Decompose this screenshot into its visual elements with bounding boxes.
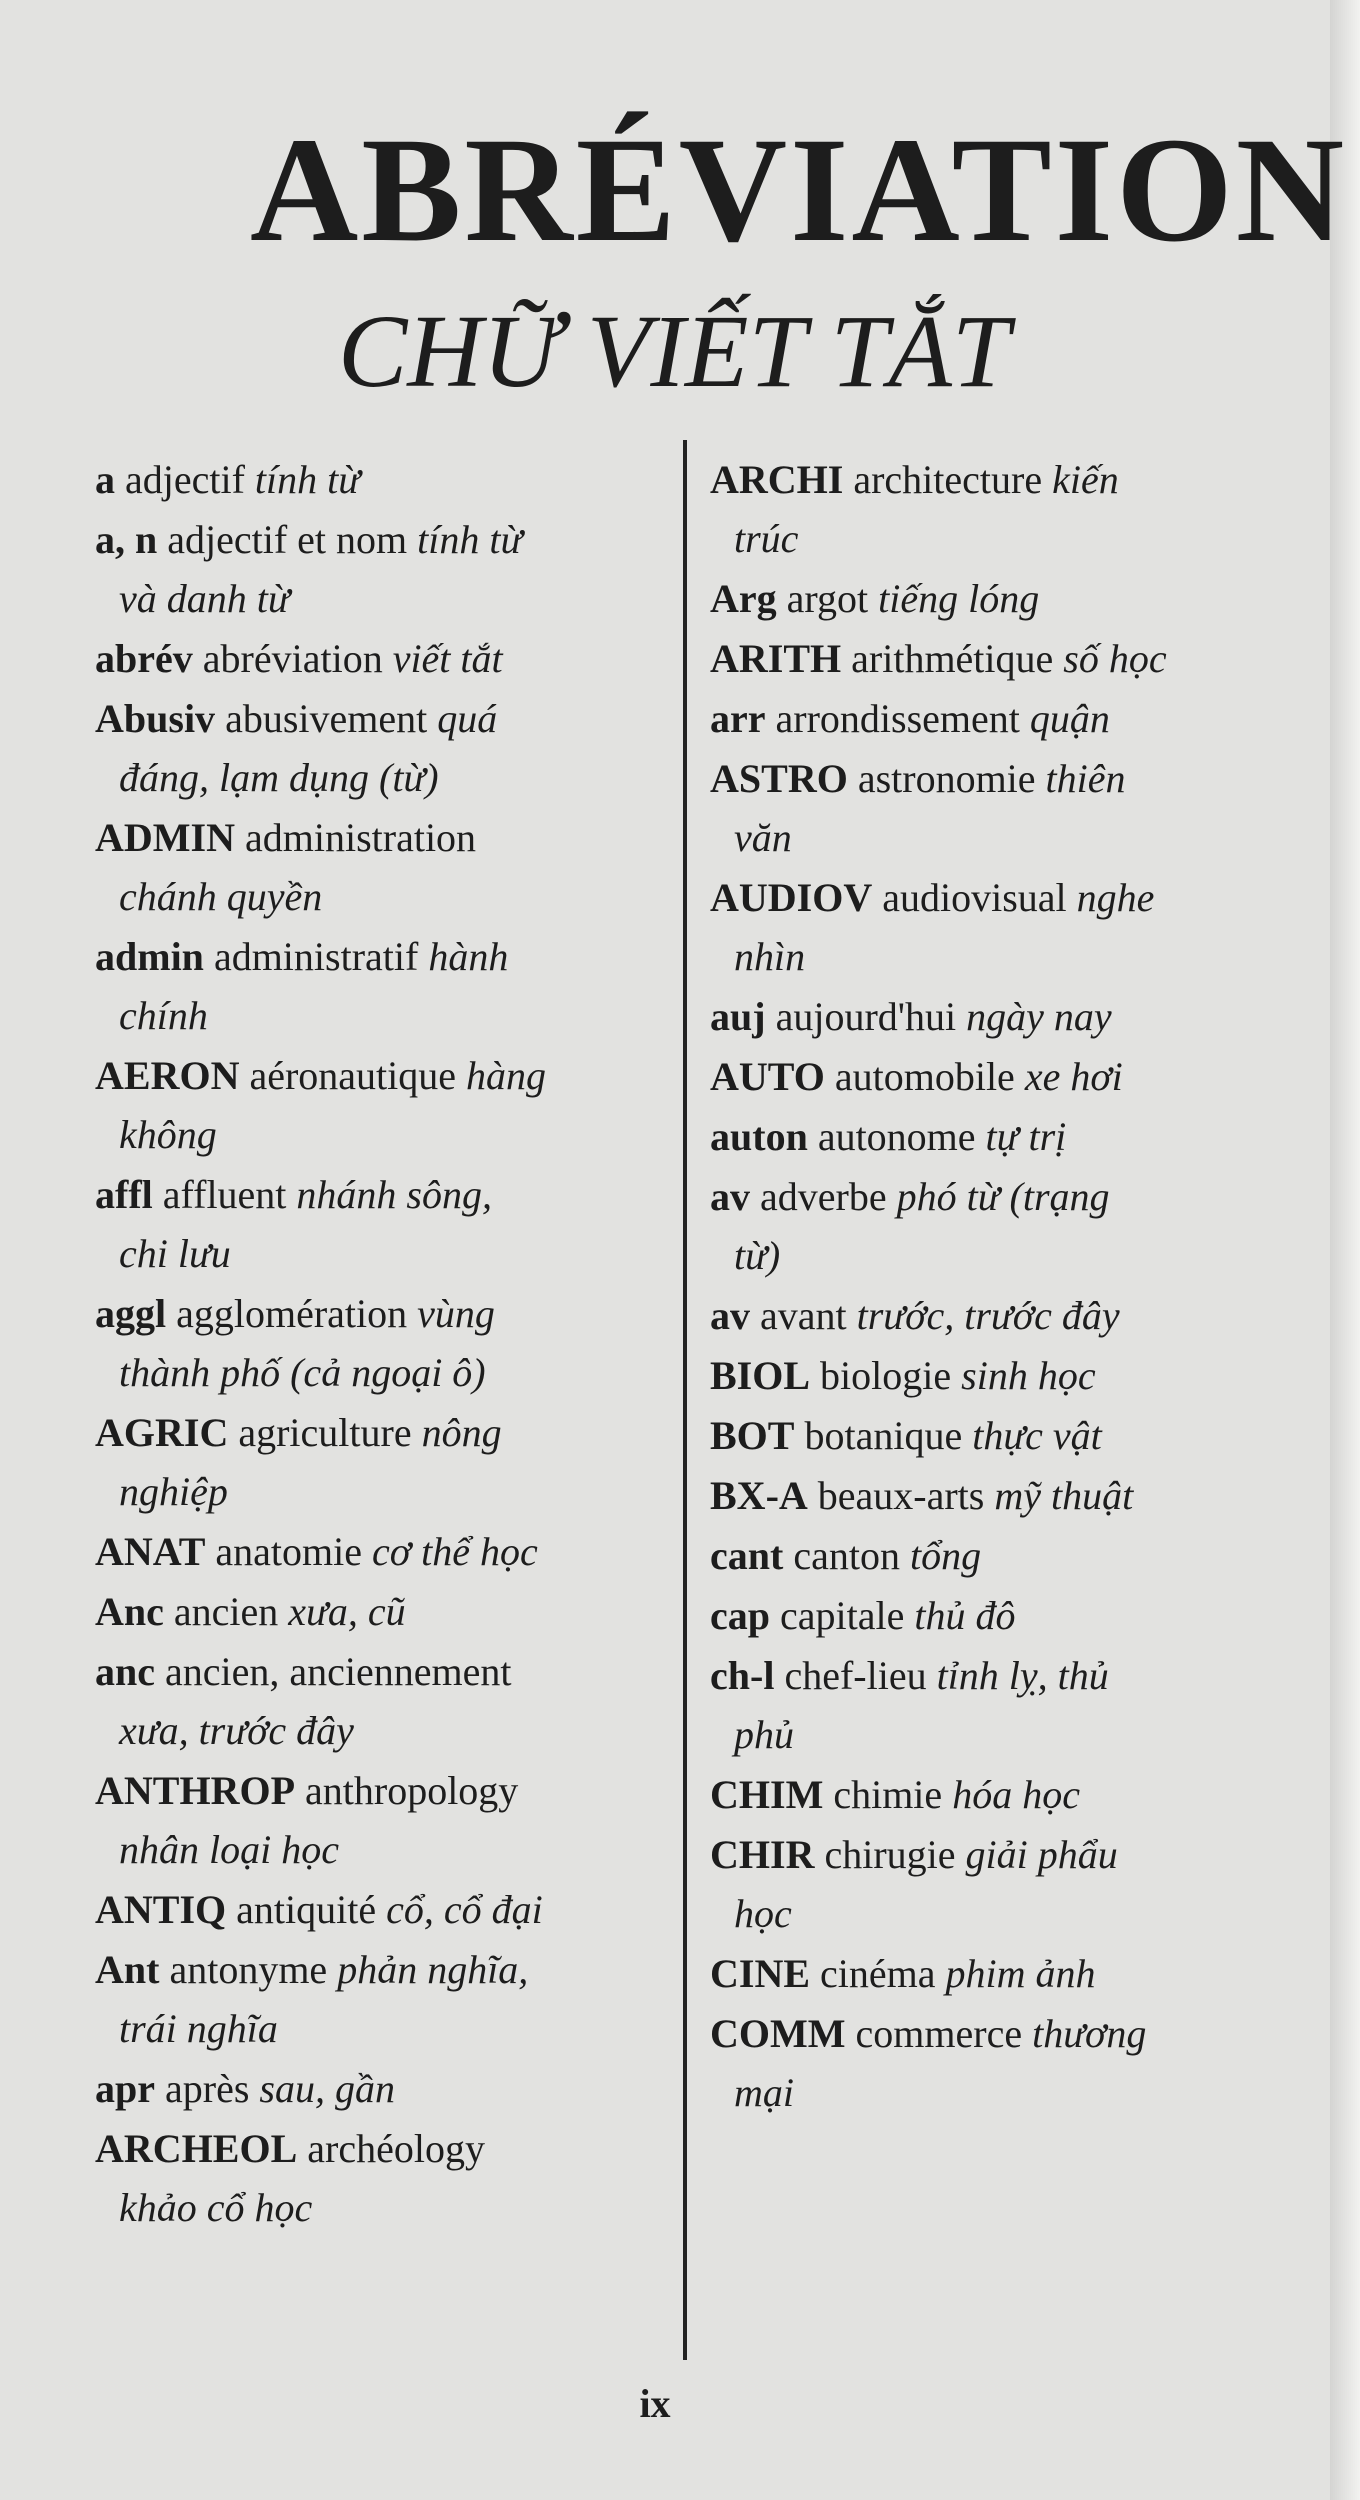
abbreviation: cap xyxy=(710,1593,770,1638)
full-word: arrondissement xyxy=(775,696,1020,741)
abbreviation: ASTRO xyxy=(710,756,848,801)
definition-continuation: nghiệp xyxy=(119,1469,228,1514)
full-word: administration xyxy=(244,815,477,860)
definition: số học xyxy=(1063,636,1167,681)
full-word: antiquité xyxy=(236,1887,377,1932)
abbreviation-entry xyxy=(710,987,1260,1046)
abbreviation: av xyxy=(710,1293,750,1338)
abbreviation-entry xyxy=(710,1406,1260,1465)
page-subtitle: CHỮ VIẾT TẮT xyxy=(338,294,1010,409)
abbreviation: arr xyxy=(710,696,766,741)
left-column xyxy=(95,450,640,2238)
abbreviation-entry xyxy=(95,1940,640,2058)
definition: mỹ thuật xyxy=(994,1473,1134,1518)
abbreviation: av xyxy=(710,1174,750,1219)
abbreviation-entry xyxy=(710,1466,1260,1525)
full-word: chef-lieu xyxy=(784,1653,927,1698)
full-word: autonome xyxy=(817,1114,976,1159)
page-title: ABRÉVIATION xyxy=(250,107,1348,273)
abbreviation: BOT xyxy=(710,1413,795,1458)
full-word: botanique xyxy=(804,1413,963,1458)
abbreviation-entry xyxy=(710,1526,1260,1585)
abbreviation: aggl xyxy=(95,1291,167,1336)
abbreviation-entry xyxy=(710,1944,1260,2003)
definition: vùng xyxy=(417,1291,495,1336)
definition: hàng xyxy=(466,1053,547,1098)
abbreviation: ch-l xyxy=(710,1653,775,1698)
abbreviation-entry xyxy=(710,1047,1260,1106)
abbreviation-entry xyxy=(95,927,640,1045)
full-word: chimie xyxy=(833,1772,943,1817)
abbreviation: a xyxy=(95,457,115,502)
abbreviation: AUDIOV xyxy=(710,875,873,920)
full-word: chirugie xyxy=(824,1832,956,1877)
abbreviation-entry xyxy=(710,1646,1260,1764)
abbreviation: admin xyxy=(95,934,204,979)
abbreviation-entry xyxy=(95,1403,640,1521)
full-word: antonyme xyxy=(169,1947,328,1992)
full-word: commerce xyxy=(855,2011,1023,2056)
definition-continuation: văn xyxy=(734,815,792,860)
abbreviation-entry xyxy=(710,1825,1260,1943)
definition-continuation: chính xyxy=(119,993,208,1038)
abbreviation: CHIM xyxy=(710,1772,824,1817)
full-word: adjectif xyxy=(125,457,245,502)
definition: kiến xyxy=(1052,457,1119,502)
full-word: archéology xyxy=(307,2126,485,2171)
full-word: anatomie xyxy=(215,1529,362,1574)
full-word: architecture xyxy=(853,457,1043,502)
definition: cổ, cổ đại xyxy=(386,1887,543,1932)
definition-continuation: khảo cổ học xyxy=(119,2185,313,2230)
definition: quá xyxy=(437,696,498,741)
abbreviation: ANTIQ xyxy=(95,1887,227,1932)
full-word: abréviation xyxy=(202,636,383,681)
definition: viết tắt xyxy=(392,636,503,681)
abbreviation: ARCHEOL xyxy=(95,2126,298,2171)
abbreviation-entry xyxy=(710,2004,1260,2122)
abbreviation-entry xyxy=(95,808,640,926)
definition-continuation: trúc xyxy=(734,516,799,561)
definition-continuation: chi lưu xyxy=(119,1231,231,1276)
definition-continuation: xưa, trước đây xyxy=(119,1708,354,1753)
abbreviation: auj xyxy=(710,994,766,1039)
abbreviation: auton xyxy=(710,1114,808,1159)
full-word: canton xyxy=(793,1533,900,1578)
abbreviation: apr xyxy=(95,2066,155,2111)
definition: nông xyxy=(421,1410,502,1455)
full-word: anthropology xyxy=(305,1768,519,1813)
abbreviation-entry xyxy=(95,2059,640,2118)
definition: thủ đô xyxy=(914,1593,1016,1638)
abbreviation-entry xyxy=(710,1167,1260,1285)
abbreviation-entry xyxy=(95,1284,640,1402)
definition: tổng xyxy=(909,1533,982,1578)
definition: phản nghĩa, xyxy=(337,1947,529,1992)
abbreviation-entry xyxy=(710,1586,1260,1645)
abbreviation-entry xyxy=(95,629,640,688)
definition: thiên xyxy=(1045,756,1126,801)
right-column xyxy=(710,450,1260,2123)
definition: tự trị xyxy=(985,1114,1067,1159)
abbreviation: cant xyxy=(710,1533,784,1578)
definition: tính từ xyxy=(417,517,523,562)
definition: hành xyxy=(428,934,509,979)
definition: xe hơi xyxy=(1024,1054,1123,1099)
full-word: biologie xyxy=(820,1353,952,1398)
abbreviation-entry xyxy=(710,629,1260,688)
definition-continuation: nhân loại học xyxy=(119,1827,339,1872)
definition-continuation: từ) xyxy=(734,1233,781,1278)
full-word: ancien, anciennement xyxy=(165,1649,512,1694)
definition: nghe xyxy=(1076,875,1155,920)
definition-continuation: đáng, lạm dụng (từ) xyxy=(119,755,439,800)
definition: quận xyxy=(1029,696,1110,741)
page-number: ix xyxy=(639,2381,671,2426)
abbreviation-entry xyxy=(710,569,1260,628)
abbreviation: BIOL xyxy=(710,1353,811,1398)
full-word: argot xyxy=(786,576,869,621)
definition: thương xyxy=(1032,2011,1147,2056)
full-word: administratif xyxy=(213,934,419,979)
definition: thực vật xyxy=(972,1413,1102,1458)
definition: cơ thể học xyxy=(371,1529,538,1574)
abbreviation: Ant xyxy=(95,1947,160,1992)
abbreviation-entry xyxy=(95,1880,640,1939)
definition-continuation: không xyxy=(119,1112,217,1157)
abbreviation: AGRIC xyxy=(95,1410,229,1455)
full-word: avant xyxy=(760,1293,847,1338)
definition-continuation: nhìn xyxy=(734,934,806,979)
abbreviation-entry xyxy=(710,1346,1260,1405)
definition: phó từ (trạng xyxy=(896,1174,1110,1219)
abbreviation-entry xyxy=(95,510,640,628)
abbreviation: AERON xyxy=(95,1053,240,1098)
full-word: automobile xyxy=(834,1054,1015,1099)
abbreviation-entry xyxy=(710,1107,1260,1166)
full-word: audiovisual xyxy=(882,875,1067,920)
abbreviation: affl xyxy=(95,1172,153,1217)
definition-continuation: thành phố (cả ngoại ô) xyxy=(119,1350,486,1395)
abbreviation: a, n xyxy=(95,517,158,562)
full-word: agglomération xyxy=(176,1291,408,1336)
abbreviation: Anc xyxy=(95,1589,164,1634)
abbreviation-entry xyxy=(710,450,1260,568)
definition: sinh học xyxy=(961,1353,1096,1398)
abbreviation-entry xyxy=(710,689,1260,748)
abbreviation-entry xyxy=(710,868,1260,986)
full-word: ancien xyxy=(173,1589,279,1634)
abbreviation: ARITH xyxy=(710,636,842,681)
abbreviation-entry xyxy=(95,2119,640,2237)
full-word: capitale xyxy=(780,1593,905,1638)
abbreviation: CHIR xyxy=(710,1832,815,1877)
abbreviation: ARCHI xyxy=(710,457,844,502)
abbreviation-entry xyxy=(95,1046,640,1164)
abbreviation: Abusiv xyxy=(95,696,216,741)
definition-continuation: mại xyxy=(734,2070,794,2115)
definition: hóa học xyxy=(952,1772,1080,1817)
abbreviation-entry xyxy=(95,450,640,509)
abbreviation-entry xyxy=(95,1165,640,1283)
definition: tính từ xyxy=(254,457,361,502)
abbreviation-entry xyxy=(710,1765,1260,1824)
full-word: après xyxy=(165,2066,250,2111)
definition: tiếng lóng xyxy=(878,576,1040,621)
full-word: cinéma xyxy=(820,1951,936,1996)
column-divider xyxy=(683,440,687,2360)
abbreviation-entry xyxy=(95,689,640,807)
definition: phim ảnh xyxy=(945,1951,1096,1996)
abbreviation-entry xyxy=(95,1642,640,1760)
abbreviation: Arg xyxy=(710,576,777,621)
definition: trước, trước đây xyxy=(856,1293,1120,1338)
definition: sau, gần xyxy=(259,2066,395,2111)
definition: giải phẩu xyxy=(965,1832,1118,1877)
definition-continuation: và danh từ xyxy=(119,576,290,621)
full-word: agriculture xyxy=(238,1410,412,1455)
abbreviation-entry xyxy=(710,1286,1260,1345)
full-word: aéronautique xyxy=(249,1053,457,1098)
page-edge xyxy=(1330,0,1360,2500)
abbreviation: abrév xyxy=(95,636,193,681)
definition-continuation: trái nghĩa xyxy=(119,2006,278,2051)
abbreviation-entry xyxy=(95,1761,640,1879)
abbreviation: ADMIN xyxy=(95,815,235,860)
full-word: astronomie xyxy=(857,756,1036,801)
abbreviation: anc xyxy=(95,1649,155,1694)
definition: ngày nay xyxy=(966,994,1112,1039)
abbreviation: ANAT xyxy=(95,1529,206,1574)
abbreviation-entry xyxy=(710,749,1260,867)
full-word: affluent xyxy=(162,1172,287,1217)
full-word: adjectif et nom xyxy=(167,517,408,562)
abbreviation-entry xyxy=(95,1582,640,1641)
definition: nhánh sông, xyxy=(296,1172,492,1217)
abbreviation: ANTHROP xyxy=(95,1768,295,1813)
abbreviation: CINE xyxy=(710,1951,811,1996)
full-word: adverbe xyxy=(760,1174,887,1219)
abbreviation-entry xyxy=(95,1522,640,1581)
full-word: abusivement xyxy=(225,696,428,741)
full-word: aujourd'hui xyxy=(775,994,957,1039)
definition: tỉnh lỵ, thủ xyxy=(936,1653,1109,1698)
full-word: beaux-arts xyxy=(817,1473,985,1518)
definition-continuation: phủ xyxy=(734,1712,794,1757)
definition: xưa, cũ xyxy=(288,1589,406,1634)
full-word: arithmétique xyxy=(851,636,1054,681)
abbreviation: COMM xyxy=(710,2011,846,2056)
definition-continuation: chánh quyền xyxy=(119,874,323,919)
abbreviation: AUTO xyxy=(710,1054,825,1099)
abbreviation: BX-A xyxy=(710,1473,808,1518)
definition-continuation: học xyxy=(734,1891,792,1936)
